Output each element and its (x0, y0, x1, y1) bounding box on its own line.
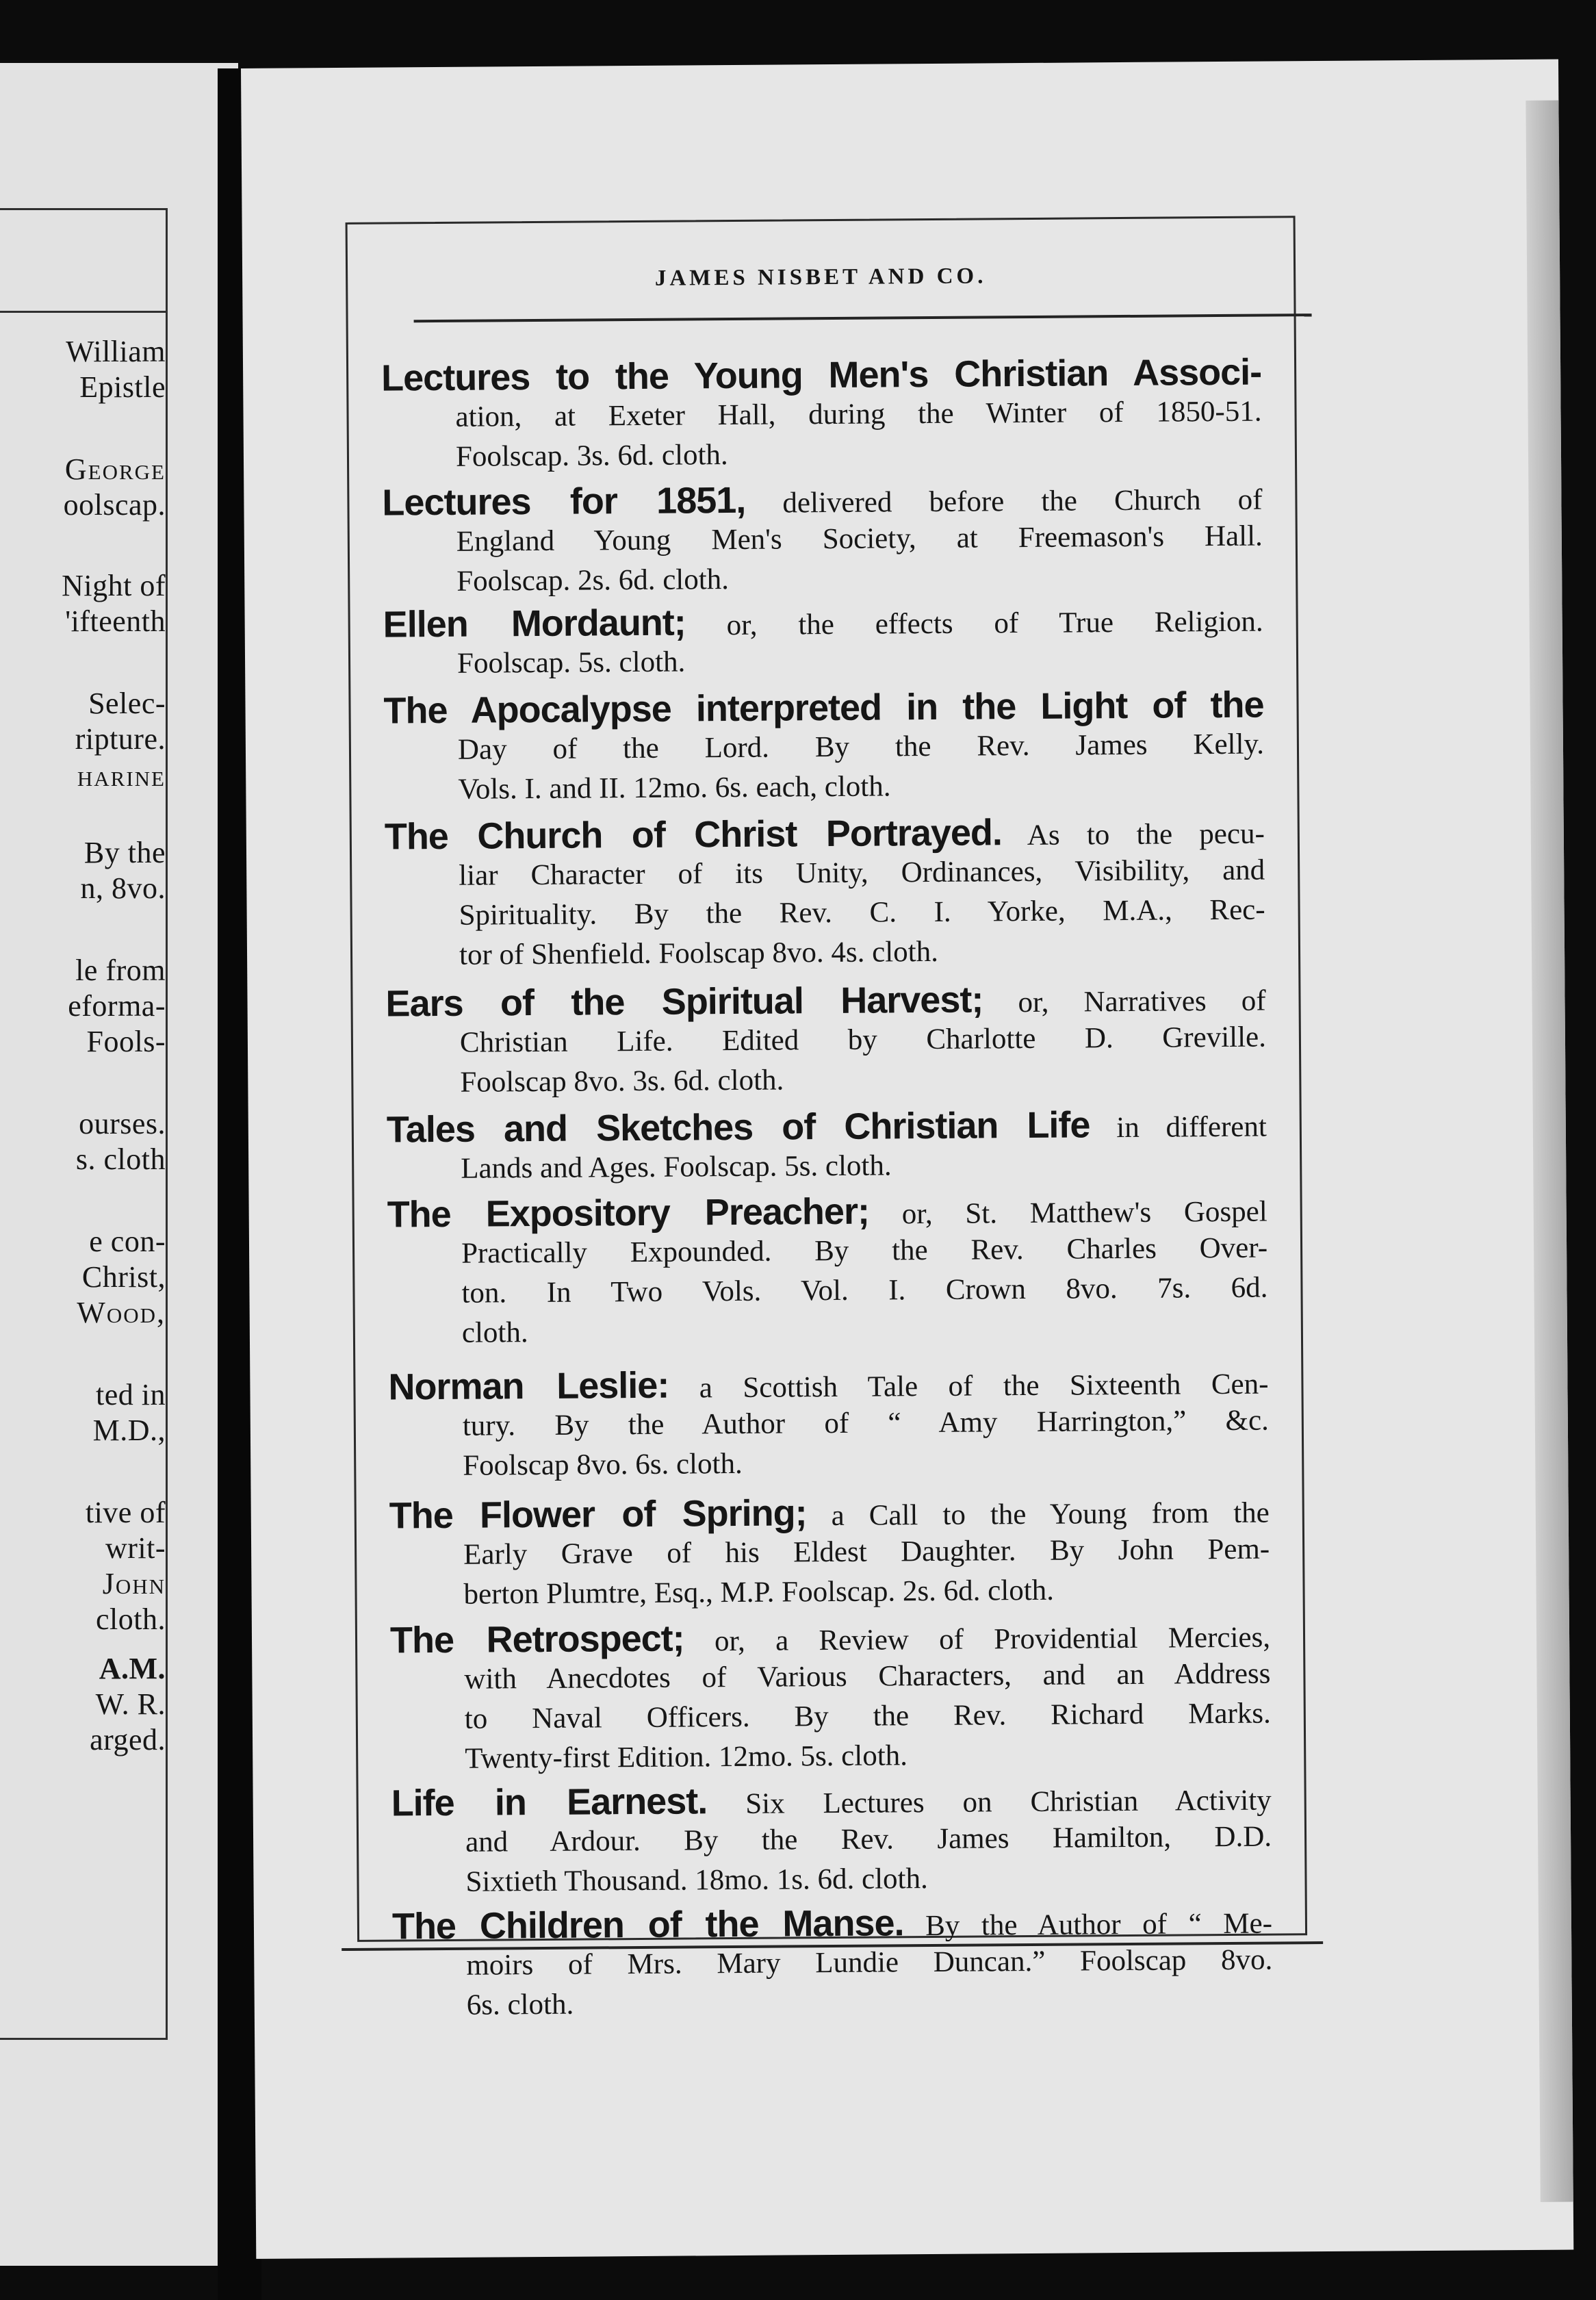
book-title-continuation: or, Narratives of (1018, 984, 1266, 1019)
book-title: Life in Earnest. (391, 1780, 708, 1824)
book-title: Ellen Mordaunt; (383, 602, 686, 646)
header-rule (414, 314, 1312, 322)
book-entry (387, 1189, 1268, 1354)
entry-first-line (390, 1615, 1270, 1661)
book-title: Norman Leslie: (388, 1364, 669, 1408)
book-title-continuation: a Call to the Young from the (831, 1496, 1270, 1533)
left-page-line: Fools- (86, 1025, 166, 1058)
running-head: JAMES NISBET AND CO. (654, 264, 987, 291)
book-title: Ears of the Spiritual Harvest; (385, 979, 983, 1025)
left-page-line: Selec- (88, 687, 166, 720)
left-page-line: Night of (62, 569, 166, 602)
book-title-continuation: or, the effects of True Religion. (726, 605, 1263, 642)
left-page-line: A.M. (99, 1652, 166, 1685)
book-description-line: 6s. cloth. (466, 1988, 574, 2021)
left-page-line: ripture. (75, 722, 166, 756)
book-entry (382, 477, 1263, 602)
book-title-continuation: in different (1116, 1110, 1267, 1145)
book-entry (383, 685, 1264, 810)
book-description-line: Twenty-first Edition. 12mo. 5s. cloth. (465, 1739, 908, 1775)
book-entry (392, 1901, 1273, 2026)
book-description-line: Practically Expounded. By the Rev. Charles Over- (461, 1231, 1268, 1270)
book-entry (391, 1778, 1272, 1903)
book-description-line: tor of Shenfield. Foolscap 8vo. 4s. cloth. (459, 935, 939, 971)
entry-first-line (381, 353, 1261, 398)
book-title: Tales and Sketches of Christian Life (386, 1104, 1090, 1151)
book-description-line: Lands and Ages. Foolscap. 5s. cloth. (461, 1149, 892, 1185)
book-title: The Flower of Spring; (389, 1492, 807, 1537)
book-entry (387, 1104, 1267, 1190)
right-page (241, 60, 1573, 2259)
book-description-line: Foolscap. 5s. cloth. (456, 646, 686, 680)
left-page-line: ourses. (79, 1107, 166, 1140)
book-description-line: Foolscap. 2s. 6d. cloth. (456, 563, 730, 598)
left-page-line: John (102, 1567, 166, 1600)
book-description-line: berton Plumtre, Esq., M.P. Foolscap. 2s. 6d. cloth. (463, 1574, 1055, 1611)
book-title: Lectures for 1851, (382, 479, 746, 524)
left-page-line: William (66, 335, 166, 368)
left-page-line: By the (83, 836, 166, 869)
entry-first-line (382, 477, 1262, 523)
left-page-line: arged. (90, 1723, 166, 1756)
left-page-line: Wood, (77, 1296, 166, 1329)
left-page-line: ted in (96, 1378, 166, 1411)
book-description-line: Foolscap 8vo. 3s. 6d. cloth. (460, 1064, 784, 1099)
book-description-line: England Young Men's Society, at Freemason's Hall. (456, 520, 1263, 558)
book-title-continuation: As to the pecu- (1027, 817, 1265, 852)
entry-first-line (388, 1362, 1268, 1407)
left-page-line: e con- (89, 1225, 166, 1258)
book-description-line: moirs of Mrs. Mary Lundie Duncan.” Foolscap 8vo. (466, 1943, 1273, 1982)
book-description-line: liar Character of its Unity, Ordinances, Visibility, and (459, 854, 1265, 892)
left-page-line: George (64, 452, 166, 486)
left-page-line: oolscap. (63, 488, 166, 522)
book-description-line: Sixtieth Thousand. 18mo. 1s. 6d. cloth. (465, 1863, 928, 1898)
left-page-fragment (0, 63, 238, 2266)
left-page-line: le from (75, 954, 166, 987)
book-title-continuation: a Scottish Tale of the Sixteenth Cen- (699, 1368, 1269, 1405)
book-title: Lectures to the Young Men's Christian Associ- (381, 351, 1262, 399)
left-page-line: tive of (85, 1496, 166, 1529)
book-entry (388, 1362, 1269, 1487)
entry-first-line (392, 1901, 1272, 1947)
book-description-line: Vols. I. and II. 12mo. 6s. each, cloth. (458, 770, 891, 806)
left-page-line: W. R. (95, 1687, 166, 1721)
book-title: The Expository Preacher; (387, 1190, 870, 1236)
left-page-line: n, 8vo. (80, 871, 166, 905)
book-description-line: Spirituality. By the Rev. C. I. Yorke, M.A., Rec- (459, 893, 1265, 932)
book-description-line: with Anecdotes of Various Characters, and an Address (464, 1657, 1271, 1696)
book-entry (389, 1490, 1270, 1615)
book-description-line: Christian Life. Edited by Charlotte D. Greville. (459, 1021, 1267, 1059)
book-title-continuation: Six Lectures on Christian Activity (745, 1784, 1272, 1820)
entry-first-line (387, 1189, 1267, 1235)
left-page-line: harine (77, 759, 166, 793)
entry-first-line (391, 1778, 1271, 1824)
left-page-line: eforma- (68, 989, 166, 1023)
book-description-line: and Ardour. By the Rev. James Hamilton, D.D. (465, 1820, 1272, 1858)
page-frame (346, 216, 1308, 2021)
left-page-line: 'ifteenth (65, 604, 166, 638)
entry-first-line (385, 978, 1265, 1024)
book-description-line: cloth. (461, 1316, 528, 1349)
book-entry (385, 978, 1266, 1103)
book-entry (390, 1615, 1272, 1780)
book-title: The Children of the Manse. (391, 1902, 904, 1947)
page-edge-shadow (1526, 101, 1573, 2202)
book-entry (385, 811, 1266, 976)
entry-first-line (383, 685, 1263, 731)
book-entry (383, 599, 1263, 685)
left-page-line: s. cloth (75, 1142, 166, 1176)
entry-first-line (387, 1104, 1267, 1150)
book-title-continuation: By the Author of “ Me- (925, 1907, 1273, 1943)
book-title: The Retrospect; (389, 1618, 684, 1661)
book-description-line: ation, at Exeter Hall, during the Winter of 1850-51. (455, 395, 1262, 433)
book-title: The Apocalypse interpreted in the Light of the (383, 684, 1264, 732)
left-page-line: Epistle (79, 370, 166, 404)
entry-first-line (383, 599, 1263, 645)
book-description-line: Early Grave of his Eldest Daughter. By John Pem- (463, 1533, 1270, 1571)
book-description-line: ton. In Two Vols. Vol. I. Crown 8vo. 7s. 6d. (461, 1271, 1268, 1309)
left-page-line: M.D., (92, 1414, 166, 1447)
book-title: The Church of Christ Portrayed. (384, 812, 1003, 858)
entry-first-line (389, 1490, 1270, 1536)
book-entry (381, 353, 1262, 478)
left-page-line: cloth. (96, 1602, 166, 1636)
book-description-line: to Naval Officers. By the Rev. Richard Marks. (464, 1697, 1271, 1735)
book-description-line: Foolscap 8vo. 6s. cloth. (463, 1447, 743, 1482)
left-page-line: writ- (105, 1531, 166, 1565)
left-page-header-rule (0, 311, 166, 313)
book-description-line: Day of the Lord. By the Rev. James Kelly. (457, 728, 1265, 766)
book-title-continuation: or, St. Matthew's Gospel (901, 1195, 1267, 1231)
entry-first-line (385, 811, 1265, 857)
book-list (381, 353, 1273, 2028)
book-description-line: tury. By the Author of “ Amy Harrington,” &c. (462, 1404, 1269, 1442)
book-title-continuation: delivered before the Church of (782, 483, 1263, 520)
book-title-continuation: or, a Review of Providential Mercies, (714, 1621, 1271, 1658)
left-page-line: Christ, (81, 1260, 166, 1294)
book-description-line: Foolscap. 3s. 6d. cloth. (455, 439, 728, 473)
